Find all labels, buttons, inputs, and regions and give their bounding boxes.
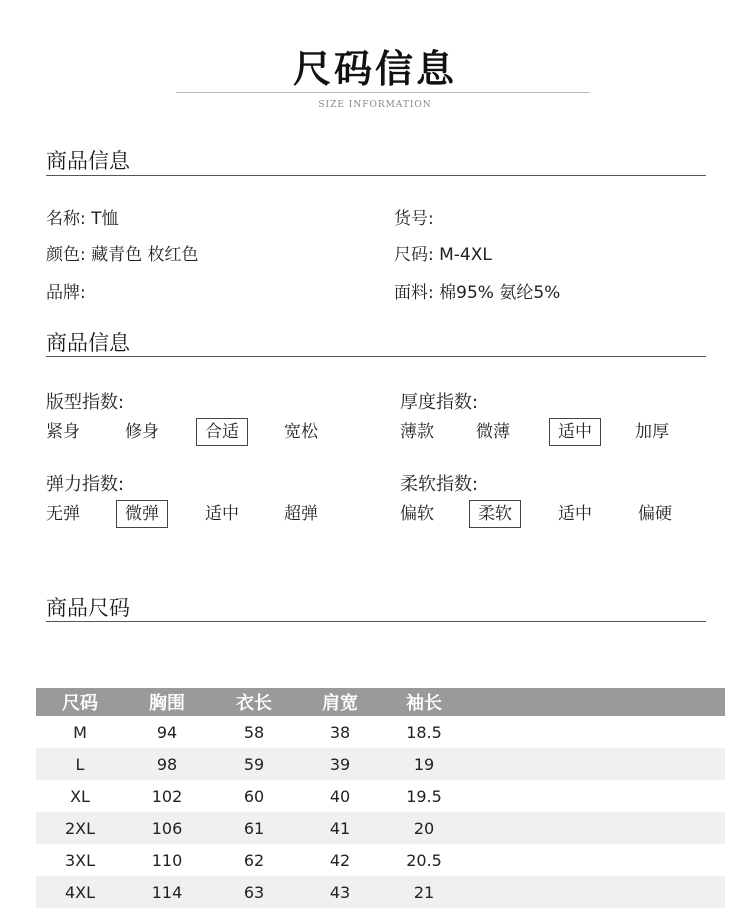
cell-size: L <box>36 748 124 780</box>
fit-option: 宽松 <box>284 422 318 442</box>
cell-chest: 94 <box>156 722 178 742</box>
cell-chest: 98 <box>124 748 210 780</box>
elasticity-index-label: 弹力指数: <box>46 474 125 495</box>
size-table-header-row <box>36 688 725 716</box>
thickness-option: 薄款 <box>400 422 434 442</box>
column-header-filler <box>466 688 725 716</box>
column-header-chest: 胸围 <box>124 688 210 716</box>
column-header-size: 尺码 <box>36 688 124 716</box>
cell-length: 60 <box>243 786 265 806</box>
cell-chest: 114 <box>124 876 210 908</box>
fit-option: 修身 <box>125 422 159 442</box>
page-subtitle: SIZE INFORMATION <box>318 100 432 110</box>
cell-filler <box>466 812 725 844</box>
elasticity-option: 无弹 <box>46 504 80 524</box>
cell-length: 61 <box>210 812 298 844</box>
cell-shoulder: 38 <box>329 722 351 742</box>
cell-size: XL <box>70 786 90 806</box>
fit-option: 紧身 <box>46 422 80 442</box>
cell-sleeve: 19 <box>382 748 466 780</box>
cell-filler <box>466 876 725 908</box>
cell-chest: 110 <box>151 850 183 870</box>
softness-option: 偏软 <box>400 504 434 524</box>
table-row <box>36 812 725 844</box>
table-row <box>36 780 725 812</box>
table-row <box>36 844 725 876</box>
cell-length: 58 <box>243 722 265 742</box>
cell-sleeve: 21 <box>382 876 466 908</box>
thickness-option: 加厚 <box>635 422 669 442</box>
product-fabric: 面料: 棉95% 氨纶5% <box>394 283 561 303</box>
section-title-indices: 商品信息 <box>46 331 130 355</box>
thickness-option-selected: 适中 <box>549 418 601 446</box>
table-row <box>36 876 725 908</box>
softness-option: 偏硬 <box>638 504 672 524</box>
cell-sleeve: 18.5 <box>406 722 442 742</box>
product-name: 名称: T恤 <box>46 209 119 229</box>
cell-shoulder: 40 <box>329 786 351 806</box>
cell-size: 4XL <box>36 876 124 908</box>
cell-shoulder: 43 <box>298 876 382 908</box>
cell-size: 2XL <box>36 812 124 844</box>
cell-sleeve: 20.5 <box>406 850 442 870</box>
cell-chest: 106 <box>124 812 210 844</box>
elasticity-option-selected: 微弹 <box>116 500 168 528</box>
elasticity-option: 超弹 <box>284 504 318 524</box>
fit-index-label: 版型指数: <box>46 392 125 413</box>
softness-index-label: 柔软指数: <box>400 474 479 495</box>
cell-sleeve: 20 <box>382 812 466 844</box>
product-brand: 品牌: <box>46 283 86 303</box>
cell-shoulder: 41 <box>298 812 382 844</box>
cell-sleeve: 19.5 <box>406 786 442 806</box>
column-header-length: 衣长 <box>210 688 298 716</box>
cell-chest: 102 <box>151 786 183 806</box>
cell-filler <box>466 844 725 876</box>
product-size-range: 尺码: M-4XL <box>394 245 492 265</box>
elasticity-option: 适中 <box>205 504 239 524</box>
column-header-shoulder: 肩宽 <box>298 688 382 716</box>
section-title-product-info: 商品信息 <box>46 149 130 173</box>
title-divider <box>176 92 590 93</box>
cell-filler <box>466 780 725 812</box>
page-title: 尺码信息 <box>292 47 457 91</box>
section-divider <box>46 175 706 176</box>
cell-filler <box>466 748 725 780</box>
softness-option-selected: 柔软 <box>469 500 521 528</box>
product-color: 颜色: 藏青色 枚红色 <box>46 245 199 265</box>
section-divider <box>46 356 706 357</box>
cell-shoulder: 39 <box>298 748 382 780</box>
size-table <box>36 688 725 908</box>
table-row <box>36 748 725 780</box>
cell-length: 59 <box>210 748 298 780</box>
cell-length: 62 <box>243 850 265 870</box>
fit-option-selected: 合适 <box>196 418 248 446</box>
column-header-sleeve: 袖长 <box>382 688 466 716</box>
thickness-option: 微薄 <box>476 422 510 442</box>
section-divider <box>46 621 706 622</box>
softness-option: 适中 <box>558 504 592 524</box>
cell-length: 63 <box>210 876 298 908</box>
table-row <box>36 716 725 748</box>
section-title-size-chart: 商品尺码 <box>46 596 130 620</box>
cell-size: M <box>73 722 87 742</box>
product-sku: 货号: <box>394 209 434 229</box>
cell-filler <box>466 716 725 748</box>
cell-shoulder: 42 <box>329 850 351 870</box>
thickness-index-label: 厚度指数: <box>400 392 479 413</box>
cell-size: 3XL <box>64 850 96 870</box>
